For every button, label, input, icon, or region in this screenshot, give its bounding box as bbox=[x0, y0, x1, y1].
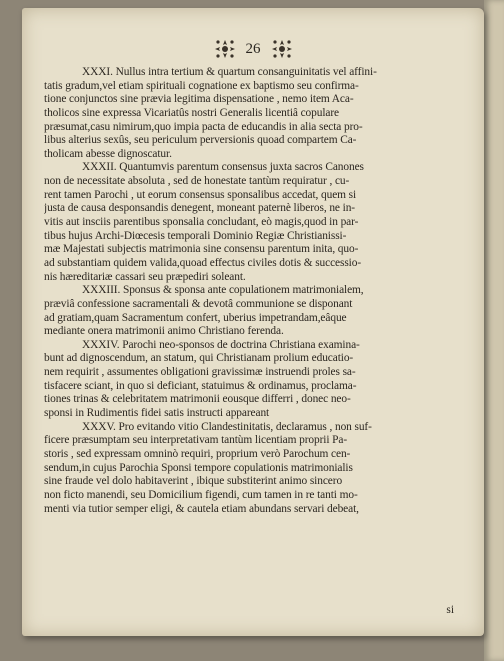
body-text bbox=[44, 66, 480, 516]
text-line: præviâ confessione sacramentali & devotâ communione se disponant bbox=[44, 297, 353, 310]
text-line: tholicam abesse dignoscatur. bbox=[44, 147, 172, 160]
text-line: XXXI. Nullus intra tertium & quartum consanguinitatis vel affini- bbox=[82, 66, 377, 78]
text-line: tholicos sine expressa Vicariatûs nostri Generalis licentiâ copulare bbox=[44, 106, 340, 119]
text-line: non de necessitate absoluta , sed de honestate tantùm requiratur , cu- bbox=[44, 175, 350, 188]
text-line: tibus hujus Archi-Diœcesis temporali Dominio Regiæ Christianissi- bbox=[44, 229, 347, 242]
text-line: rent tamen Parochi , ut eorum consensus sponsalibus accedat, quem si bbox=[44, 188, 357, 201]
paragraph-xxxv bbox=[44, 421, 480, 516]
text-line: præsumat,casu nimirum,quo impia pacta de educandis in alia secta pro- bbox=[44, 120, 363, 133]
text-line: nem requirit , assumentes obligationi gravissimæ instruendi proles sa- bbox=[44, 366, 356, 379]
text-line: nis hæreditariæ cassari seu præpediri soleant. bbox=[44, 270, 246, 283]
paragraph-xxxiii bbox=[44, 284, 480, 339]
paragraph-xxxiv bbox=[44, 339, 480, 421]
text-line: XXXV. Pro evitando vitio Clandestinitatis, declaramus , non suf- bbox=[82, 420, 372, 433]
text-line: justa de causa desponsandis denegent, moneant paternè liberos, ne in- bbox=[44, 202, 355, 215]
text-line: mediante onera matrimonii animo Christiano ferenda. bbox=[44, 325, 284, 338]
text-line: ad substantiam quidem valida,quoad effectus civiles dotis & successio- bbox=[44, 256, 362, 269]
paragraph-xxxi bbox=[44, 66, 480, 161]
page-header bbox=[22, 38, 484, 60]
page-number: 26 bbox=[245, 40, 261, 57]
text-line: tiones trinas & celebritatem matrimonii eousque differri , donec neo- bbox=[44, 393, 351, 406]
catchword: si bbox=[446, 604, 454, 616]
text-line: libus alterius sexûs, seu periculum perversionis quoad compartem Ca- bbox=[44, 134, 357, 147]
text-line: XXXIII. Sponsus & sponsa ante copulationem matrimonialem, bbox=[82, 284, 364, 297]
text-line: ad gratiam,quam Sacramentum confert, uberius impetrandam,eâque bbox=[44, 311, 347, 324]
left-ornament-icon bbox=[214, 39, 236, 59]
text-line: tisfacere sciant, in quo si deficiant, statuimus & ordinamus, proclama- bbox=[44, 379, 357, 392]
text-line: XXXII. Quantumvis parentum consensus juxta sacros Canones bbox=[82, 161, 364, 174]
text-line: XXXIV. Parochi neo-sponsos de doctrina Christiana examina- bbox=[82, 338, 360, 351]
text-line: bunt ad dignoscendum, an statum, qui Christianam prolium educatio- bbox=[44, 352, 354, 365]
text-line: menti via tutior semper eligi, & cautela etiam abundans servari debeat, bbox=[44, 502, 359, 515]
right-ornament-icon bbox=[271, 39, 293, 59]
text-line: vitis aut insciis parentibus sponsalia concludant, eò magis,quod in par- bbox=[44, 216, 359, 229]
text-line: tatis gradum,vel etiam spirituali cognatione ex baptismo seu confirma- bbox=[44, 79, 359, 92]
paragraph-xxxii bbox=[44, 161, 480, 284]
book-page bbox=[22, 8, 484, 636]
text-line: storis , sed expressam omninò requiri, proprium verò Parochum cen- bbox=[44, 447, 351, 460]
text-line: non ficto manendi, seu Domicilium figendi, cum tamen in re tanti mo- bbox=[44, 488, 358, 501]
text-line: mæ Majestati subjectis matrimonia sine consensu parentum inita, quo- bbox=[44, 243, 359, 256]
text-line: ficere præsumptam seu interpretativam tantùm licentiam proprii Pa- bbox=[44, 434, 348, 447]
text-line: tione conjunctos sine prævia legitima dispensatione , nemo item Aca- bbox=[44, 93, 354, 106]
adjacent-page-edge bbox=[484, 0, 504, 661]
text-line: sponsi in Rudimentis fidei satis instructi appareant bbox=[44, 407, 270, 420]
text-line: sine fraude vel dolo habitaverint , ibique substiterint animo sincero bbox=[44, 475, 343, 488]
text-line: sendum,in cujus Parochia Sponsi tempore copulationis matrimonialis bbox=[44, 461, 353, 474]
